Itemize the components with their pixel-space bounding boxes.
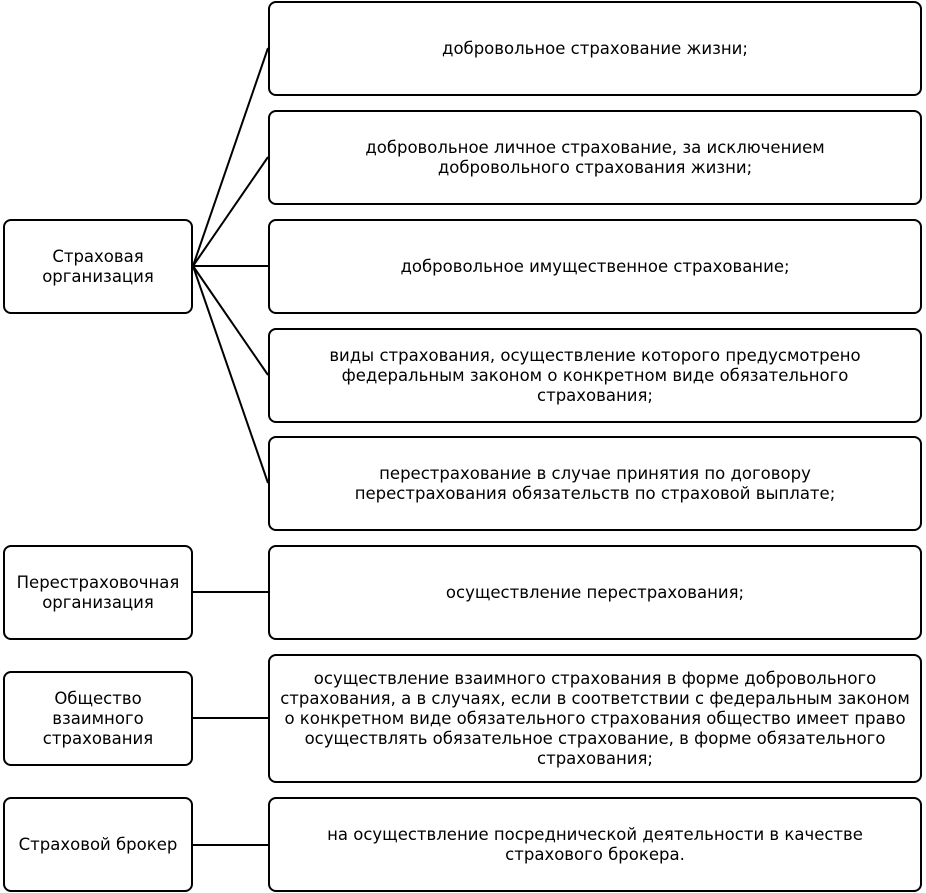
connector-insurer-life xyxy=(193,48,268,266)
activity-life-insurance xyxy=(268,1,922,96)
entity-mutual xyxy=(3,671,193,766)
entity-insurer xyxy=(3,219,193,314)
activity-label: осуществление взаимного страхования в форме добровольного страхования, а в случаях, если в соответствии с федеральным законом о конкретном виде обязательного страхования общество имеет право осуществлять обязательное страхование, в форме обязательного страхования; xyxy=(280,668,910,768)
connector-insurer-reinsurance xyxy=(193,266,268,483)
activity-reinsurance-acceptance xyxy=(268,436,922,531)
entity-mutual-label: Общество взаимного страхования xyxy=(42,688,154,748)
entity-broker xyxy=(3,797,193,892)
activity-label: осуществление перестрахования; xyxy=(445,582,745,602)
activity-mutual-insurance xyxy=(268,654,922,783)
activity-label: добровольное страхование жизни; xyxy=(442,38,748,58)
entity-broker-label: Страховой брокер xyxy=(18,834,178,854)
activity-reinsurance xyxy=(268,545,922,640)
connector-insurer-mandatory xyxy=(193,266,268,375)
activity-personal-insurance xyxy=(268,110,922,205)
entity-reinsurer xyxy=(3,545,193,640)
activity-label: перестрахование в случае принятия по договору перестрахования обязательств по страховой выплате; xyxy=(354,463,836,503)
activity-mandatory-insurance xyxy=(268,328,922,423)
activity-label: виды страхования, осуществление которого предусмотрено федеральным законом о конкретном виде обязательного страхования; xyxy=(329,345,861,405)
entity-insurer-label: Страховая организация xyxy=(42,246,154,286)
activity-label: добровольное имущественное страхование; xyxy=(400,256,790,276)
activity-broker xyxy=(268,797,922,892)
connector-insurer-personal xyxy=(193,157,268,266)
activity-label: добровольное личное страхование, за исключением добровольного страхования жизни; xyxy=(365,137,825,177)
activity-label: на осуществление посреднической деятельности в качестве страхового брокера. xyxy=(327,824,863,864)
activity-property-insurance xyxy=(268,219,922,314)
entity-reinsurer-label: Перестраховочная организация xyxy=(16,572,180,612)
